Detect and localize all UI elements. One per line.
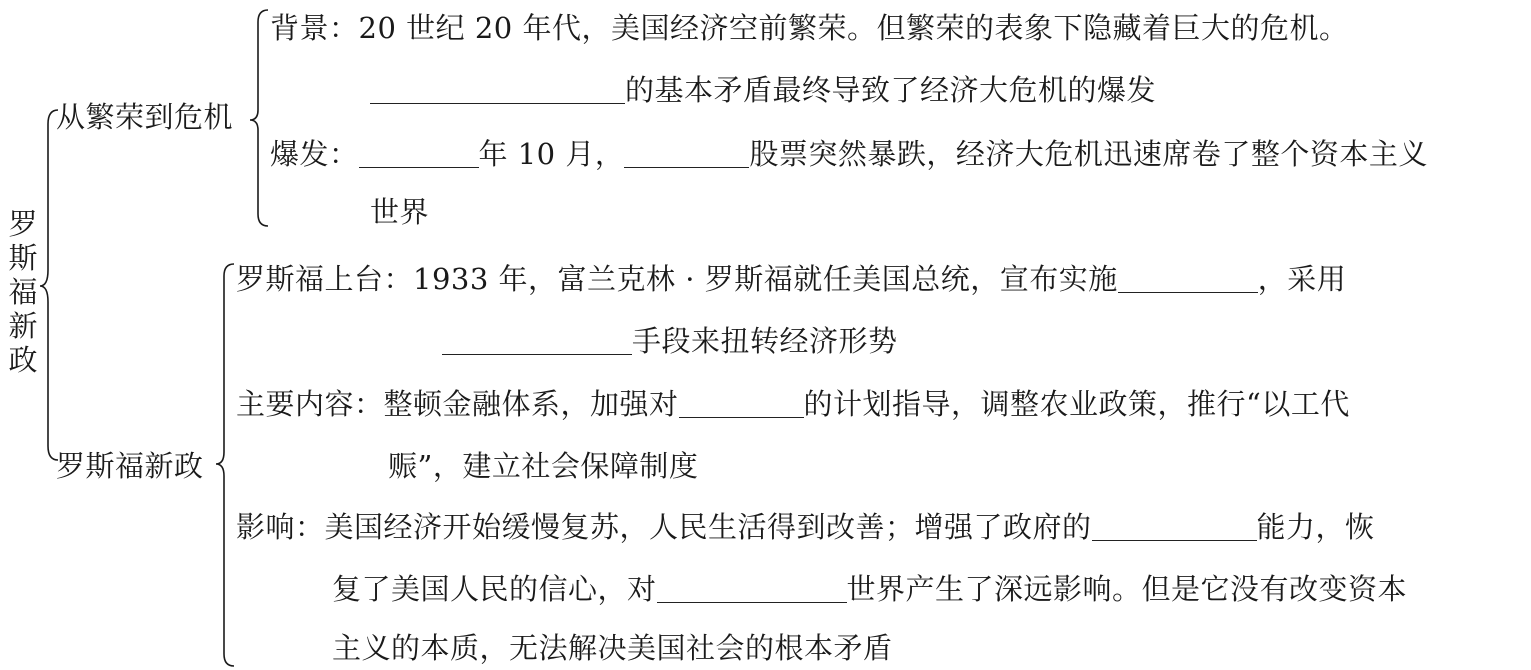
root-title-char: 福 [8, 275, 38, 309]
outbreak-label: 爆发： [270, 137, 359, 171]
rise-label: 罗斯福上台： [236, 262, 414, 296]
outbreak-line1 [270, 134, 1428, 174]
background-line1 [270, 8, 1348, 48]
background-label: 背景： [270, 11, 359, 45]
root-title-char: 政 [8, 343, 38, 377]
content-text-a: 整顿金融体系，加强对 [383, 387, 679, 421]
impact-text-a: 美国经济开始缓慢复苏，人民生活得到改善；增强了政府的 [324, 510, 1092, 544]
blank-2[interactable] [359, 141, 479, 168]
root-title [6, 207, 40, 377]
blank-3[interactable] [624, 141, 749, 168]
rise-line1 [236, 259, 1346, 299]
impact-text-c: 复了美国人民的信心，对 [332, 572, 657, 606]
impact-line1 [236, 507, 1375, 547]
rise-text-2: 手段来扭转经济形势 [632, 324, 898, 358]
outbreak-text: 股票突然暴跌，经济大危机迅速席卷了整个资本主义 [749, 137, 1428, 171]
background-text-2: 的基本矛盾最终导致了经济大危机的爆发 [625, 73, 1157, 107]
section1-brace [248, 6, 270, 230]
rise-text-tail: ，采用 [1257, 262, 1347, 296]
content-label: 主要内容： [236, 387, 384, 421]
blank-1[interactable] [370, 77, 625, 104]
root-title-char: 斯 [8, 241, 38, 275]
blank-5[interactable] [442, 328, 632, 355]
impact-text-b: 能力，恢 [1256, 510, 1375, 544]
root-brace [38, 100, 60, 470]
rise-line2 [442, 321, 898, 361]
root-title-char: 罗 [8, 207, 38, 241]
impact-line3: 主义的本质，无法解决美国社会的根本矛盾 [332, 631, 893, 665]
blank-8[interactable] [657, 576, 847, 603]
background-text: 20 世纪 20 年代，美国经济空前繁荣。但繁荣的表象下隐藏着巨大的危机。 [358, 11, 1349, 45]
impact-label: 影响： [236, 510, 325, 544]
section1-title: 从繁荣到危机 [56, 100, 234, 134]
content-line1 [236, 384, 1350, 424]
section2-brace [214, 260, 236, 670]
blank-4[interactable] [1118, 266, 1258, 293]
impact-line2 [332, 569, 1407, 609]
blank-7[interactable] [1092, 514, 1257, 541]
content-line2: 赈”，建立社会保障制度 [388, 449, 699, 483]
impact-text-d: 世界产生了深远影响。但是它没有改变资本 [846, 572, 1408, 606]
outbreak-line2: 世界 [370, 195, 430, 229]
content-text-b: 的计划指导，调整农业政策，推行“以工代 [803, 387, 1350, 421]
outbreak-year: 年 10 月， [478, 137, 625, 171]
section2-title: 罗斯福新政 [56, 449, 204, 483]
background-line2 [370, 70, 1156, 110]
blank-6[interactable] [679, 391, 804, 418]
root-title-char: 新 [8, 309, 38, 343]
rise-text: 1933 年，富兰克林 · 罗斯福就任美国总统，宣布实施 [413, 262, 1118, 296]
